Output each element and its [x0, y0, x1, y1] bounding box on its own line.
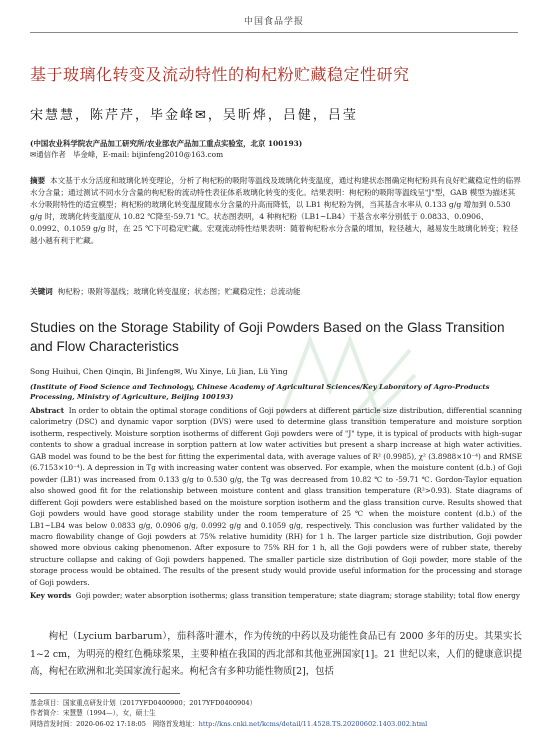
- footnote-online-url[interactable]: http://kns.cnki.net/kcms/detail/11.4528.TS.20200602.1403.002.html: [198, 719, 428, 728]
- abstract-label-chinese: 摘要: [30, 176, 46, 185]
- header-rule: [30, 32, 518, 33]
- abstract-text-chinese: 本文基于水分活度和玻璃化转变理论，分析了枸杞粉的吸附等温线及玻璃化转变温度，通过构建状态图确定枸杞粉具有良好贮藏稳定性的临界水分含量；通过测试不同水分含量的枸杞粉的流动特性表征体系玻璃化转变的变化。结果表明：枸杞粉的吸附等温线呈"J"型，GAB 模型为描述其水分吸附特性的适宜模型；枸杞粉的玻璃化转变温度随水分含量的升高而降低，以 LB1 枸杞粉为例，当其基含水率从 0.133 g/g 增加到 0.530 g/g 时，玻璃化转变温度从 10.82 ℃降至-59.71 ℃。状态图表明，4 种枸杞粉（LB1~LB4）干基含水率分别低于 0.0833、0.0906、0.0992、0.1059 g/g 时，在 25 ℃下可稳定贮藏。宏观流动特性结果表明：随着枸杞粉水分含量的增加，粒径越大，越易发生玻璃化转变；粒径越小越有利于贮藏。: [30, 176, 521, 246]
- body-paragraph: 枸杞（Lycium barbarum），茄科落叶灌木，作为传统的中药以及功能性食品已有 2000 多年的历史。其果实长 1~2 cm，为明亮的橙红色椭球浆果，主要种植在我国的西北部和其他亚洲国家[1]。21 世纪以来，人们的健康意识提高，枸杞在欧洲和北美国家流行起来。枸杞含有多种功能性物质[2]，包括: [30, 631, 522, 678]
- journal-header: 中国食品学报: [243, 17, 304, 27]
- affiliation-english: (Institute of Food Science and Technology, Chinese Academy of Agricultural Sciences/Key Laboratory of Agro-Products Processing, Ministry of Agriculture, Beijing 100193): [30, 383, 490, 401]
- keywords-text-chinese: 枸杞粉；吸附等温线；玻璃化转变温度；状态图；贮藏稳定性；总流动能: [57, 287, 301, 296]
- keywords-label-english: Key words: [30, 591, 72, 600]
- authors-english: Song Huihui, Chen Qinqin, Bi Jinfeng✉, Wu Xinye, Lü Jian, Lü Ying: [30, 367, 288, 376]
- footnote-author: 作者简介：宋慧慧（1994—），女，硕士生: [30, 709, 156, 718]
- keywords-label-chinese: 关键词: [30, 287, 53, 296]
- affiliation-chinese: (中国农业科学院农产品加工研究所/农业部农产品加工重点实验室，北京 100193): [30, 139, 303, 148]
- footnote-rule: [30, 693, 180, 694]
- footnote-block: [30, 698, 522, 729]
- title-english: Studies on the Storage Stability of Goji Powders Based on the Glass Transition and Flow Characteristics: [30, 320, 505, 354]
- footnote-online-label: 网络首发时间：2020-06-02 17:18:05 网络首发地址：: [30, 719, 199, 728]
- keywords-text-english: Goji powder; water absorption isotherms; glass transition temperature; state diagram; storage stability; total flow energy: [75, 591, 520, 600]
- affiliation-block-chinese: [30, 138, 520, 160]
- authors-chinese: 宋慧慧，陈芹芹，毕金峰✉，吴昕烨，吕健，吕莹: [30, 108, 358, 123]
- keywords-english: [30, 590, 522, 601]
- keywords-chinese: [30, 286, 522, 298]
- abstract-english: [30, 405, 522, 588]
- abstract-text-english: In order to obtain the optimal storage conditions of Goji powders at different particle size distribution, differential scanning calorimetry (DSC) and dynamic vapor sorption (DVS) were used to determine glass transition temperature and moisture sorption isotherm, respectively. Moisture sorption isotherms of different Goji powders were of "J" type, it is typical of products with high-sugar contents to show a gradual increase in sorption pattern at low water activities but present a sharp increase at high water activities. GAB model was found to be the best for fitting the experimental data, with average values of R² (0.9985), χ² (3.8988×10⁻⁴) and RMSE (6.7153×10⁻⁴). A depression in Tg with increasing water content was observed. For example, when the moisture content (d.b.) of Goji powder (LB1) was increased from 0.133 g/g to 0.530 g/g, the Tg was decreased from 10.82 ℃ to -59.71 ℃. Gordon-Taylor equation also showed good fit for the relationship between moisture content and glass transition temperature (R²>0.93). State diagrams of different Goji powders were established based on the moisture sorption isotherm and the glass transition curve. Results showed that Goji powders would have good storage stability under the room temperature of 25 ℃ when the moisture content (d.b.) of the LB1~LB4 was below 0.0833 g/g, 0.0906 g/g, 0.0992 g/g and 0.1059 g/g, respectively. This conclusion was further validated by the macro flowability change of Goji powders at 75% relative humidity (RH) for 1 h. The larger particle size distribution, Goji powder showed more obvious caking phenomenon. After exposure to 75% RH for 1 h, all the Goji powders were of rubber state, thereby structure collapse and caking of Goji powders happened. The smaller particle size distribution of Goji powder, more stable of the storage process would be obtained. The results of the present study would provide useful information for the processing and storage of Goji powders.: [30, 406, 522, 587]
- footnote-fund: 基金项目：国家重点研发计划（2017YFD0400900；2017YFD0400904）: [30, 699, 257, 707]
- title-chinese: 基于玻璃化转变及流动特性的枸杞粉贮藏稳定性研究: [30, 65, 410, 84]
- abstract-chinese: [30, 175, 522, 248]
- footnote-online: [30, 719, 522, 729]
- corresponding-author-chinese: ✉通信作者 毕金峰，E-mail: bijinfeng2010@163.com: [30, 150, 224, 159]
- abstract-label-english: Abstract: [30, 406, 65, 415]
